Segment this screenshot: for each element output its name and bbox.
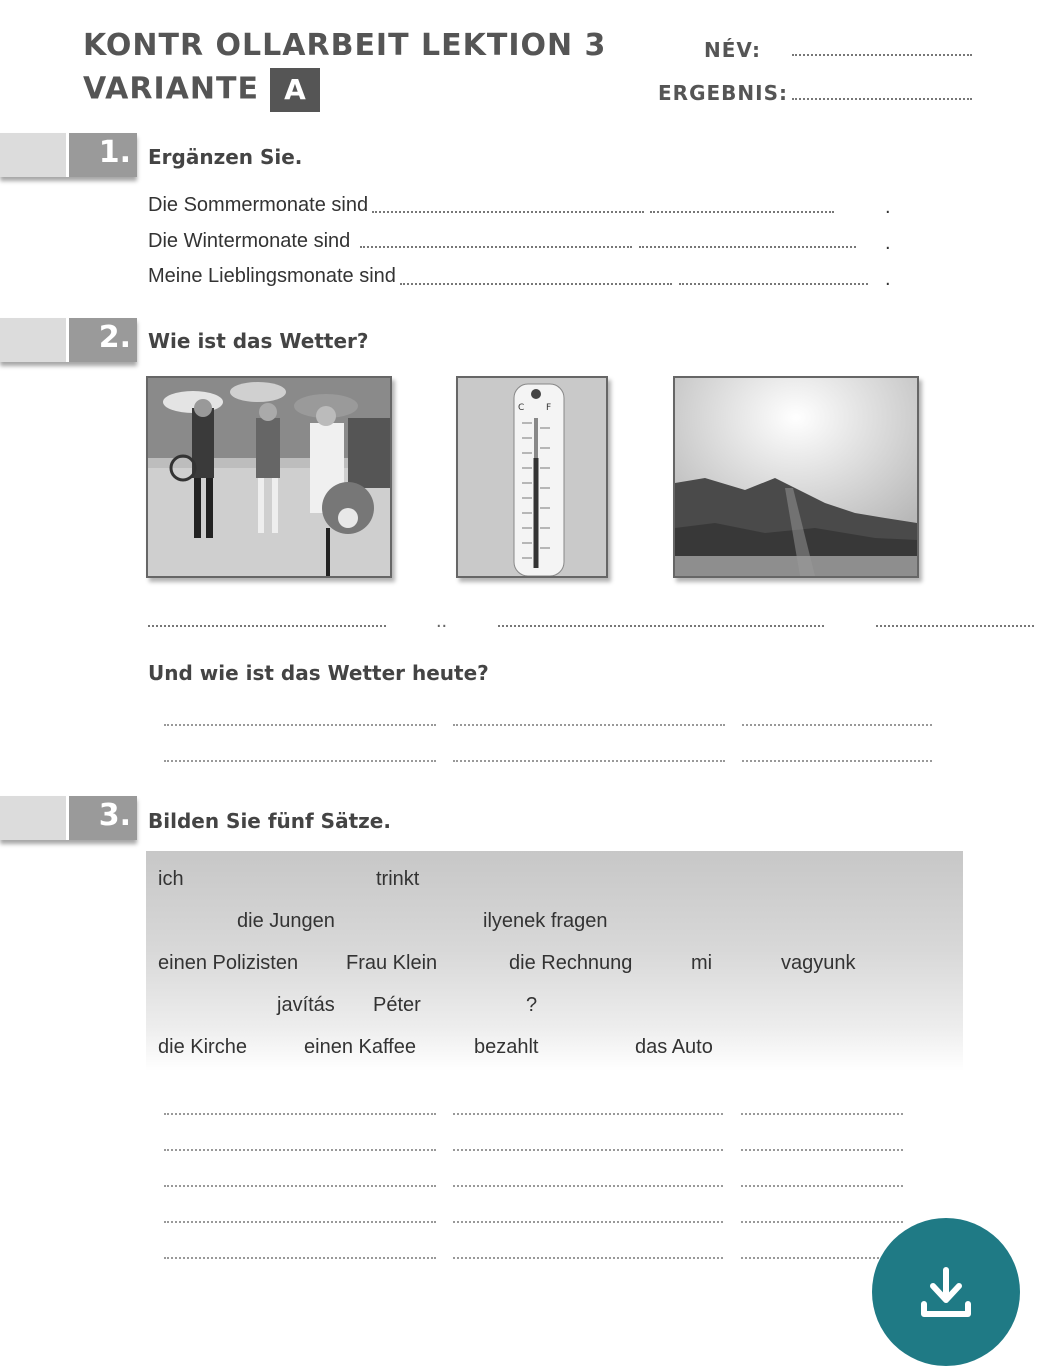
- s1-answer-favorite-1[interactable]: [400, 283, 672, 285]
- word-einen-kaffee: einen Kaffee: [304, 1036, 416, 1058]
- thermometer-illustration: [458, 378, 606, 576]
- s1-answer-summer-1[interactable]: [372, 211, 644, 213]
- rain-people-illustration: [148, 378, 390, 576]
- s2-answer-image-2[interactable]: [498, 625, 824, 627]
- section-2-number-bar: [0, 318, 137, 362]
- s1-answer-favorite-2[interactable]: [679, 283, 868, 285]
- s1-line-summer: Die Sommermonate sind: [148, 194, 369, 216]
- s1-period-2: .: [885, 232, 891, 254]
- word-peter: Péter: [373, 994, 421, 1016]
- s3-line-2b[interactable]: [453, 1149, 723, 1151]
- s1-answer-summer-2[interactable]: [650, 211, 834, 213]
- s1-answer-winter-2[interactable]: [639, 246, 856, 248]
- s3-line-4c[interactable]: [741, 1221, 903, 1223]
- s3-line-3a[interactable]: [164, 1185, 436, 1187]
- s3-line-5a[interactable]: [164, 1257, 436, 1259]
- word-das-auto: das Auto: [635, 1036, 713, 1058]
- s2-today-line-2b[interactable]: [453, 760, 725, 762]
- s3-line-1a[interactable]: [164, 1113, 436, 1115]
- s1-line-winter: Die Wintermonate sind: [148, 230, 351, 252]
- s3-line-4a[interactable]: [164, 1221, 436, 1223]
- download-button[interactable]: [872, 1218, 1020, 1366]
- s3-line-1b[interactable]: [453, 1113, 723, 1115]
- s3-line-5b[interactable]: [453, 1257, 723, 1259]
- s2-dots-short: ..: [436, 610, 448, 632]
- sun-mountain-photo: [673, 376, 919, 578]
- section-3-number-bar: [0, 796, 137, 840]
- nev-label: NÉV:: [704, 38, 761, 62]
- thermometer-photo: [456, 376, 608, 578]
- s2-today-line-2c[interactable]: [742, 760, 932, 762]
- variante-label: VARIANTE: [83, 71, 259, 107]
- s3-line-4b[interactable]: [453, 1221, 723, 1223]
- ergebnis-field[interactable]: [792, 98, 972, 100]
- word-question-mark: ?: [526, 994, 538, 1016]
- worksheet-title: KONTR OLLARBEIT LEKTION 3: [83, 28, 607, 63]
- word-frau-klein: Frau Klein: [346, 952, 438, 974]
- s2-today-line-1b[interactable]: [453, 724, 725, 726]
- rain-people-photo: [146, 376, 392, 578]
- word-trinkt: trinkt: [376, 868, 420, 890]
- sun-mountain-illustration: [675, 378, 917, 576]
- s2-today-line-1c[interactable]: [742, 724, 932, 726]
- word-die-kirche: die Kirche: [158, 1036, 247, 1058]
- s1-period-3: .: [885, 268, 891, 290]
- s1-answer-winter-1[interactable]: [360, 246, 632, 248]
- download-icon: [916, 1264, 976, 1324]
- s2-today-line-2a[interactable]: [164, 760, 436, 762]
- s2-answer-image-3[interactable]: [876, 625, 1034, 627]
- word-vagyunk: vagyunk: [781, 952, 856, 974]
- word-die-jungen: die Jungen: [237, 910, 335, 932]
- word-ilyenek-fragen: ilyenek fragen: [483, 910, 608, 932]
- variante-row: [83, 68, 320, 112]
- s2-answer-image-1[interactable]: [148, 625, 386, 627]
- section-1-number: 1.: [98, 135, 131, 170]
- word-javitas: javítás: [277, 994, 335, 1016]
- section-2-heading: Wie ist das Wetter?: [148, 329, 369, 353]
- word-einen-polizisten: einen Polizisten: [158, 952, 299, 974]
- s3-line-3b[interactable]: [453, 1185, 723, 1187]
- word-die-rechnung: die Rechnung: [509, 952, 633, 974]
- s2-today-line-1a[interactable]: [164, 724, 436, 726]
- nev-field[interactable]: [792, 54, 972, 56]
- word-bezahlt: bezahlt: [474, 1036, 539, 1058]
- s3-line-2a[interactable]: [164, 1149, 436, 1151]
- s1-period-1: .: [885, 196, 891, 218]
- section-3-number: 3.: [98, 798, 131, 833]
- ergebnis-label: ERGEBNIS:: [658, 81, 788, 105]
- section-1-heading: Ergänzen Sie.: [148, 145, 303, 169]
- section-2-number: 2.: [98, 320, 131, 355]
- s3-line-2c[interactable]: [741, 1149, 903, 1151]
- section-3-heading: Bilden Sie fünf Sätze.: [148, 809, 391, 833]
- s3-line-3c[interactable]: [741, 1185, 903, 1187]
- word-mi: mi: [691, 952, 713, 974]
- thermo-f-label: F: [546, 403, 552, 413]
- variante-badge: A: [270, 68, 320, 112]
- thermo-c-label: C: [518, 403, 525, 413]
- s3-line-1c[interactable]: [741, 1113, 903, 1115]
- section-2-subheading: Und wie ist das Wetter heute?: [148, 661, 489, 685]
- word-ich: ich: [158, 868, 184, 890]
- s1-line-favorite: Meine Lieblingsmonate sind: [148, 265, 396, 287]
- section-1-number-bar: [0, 133, 137, 177]
